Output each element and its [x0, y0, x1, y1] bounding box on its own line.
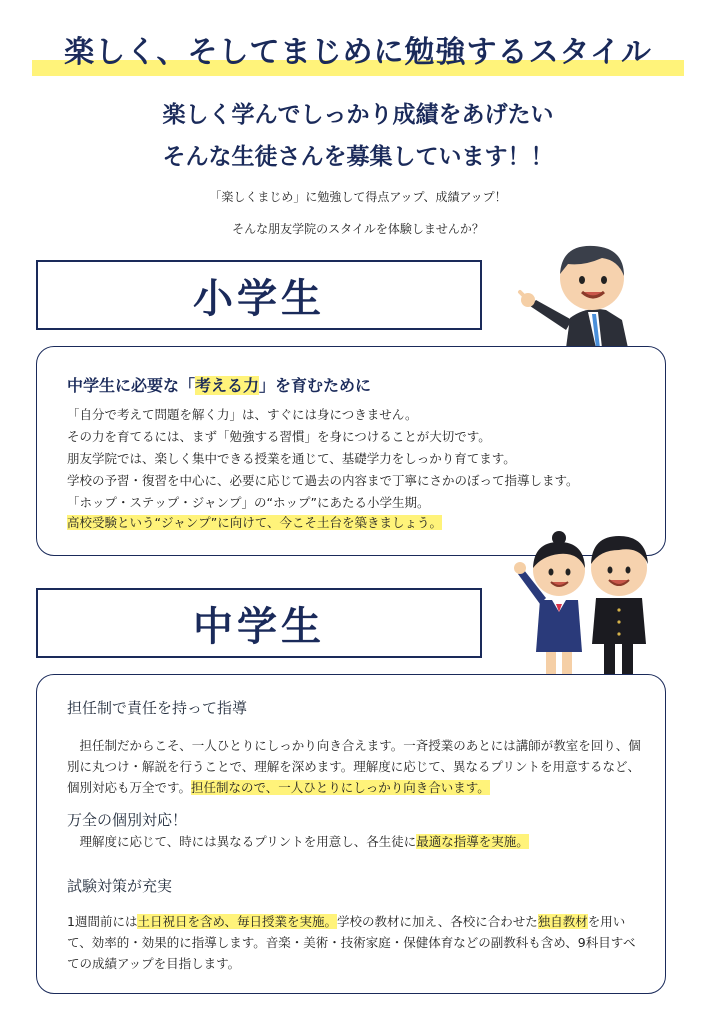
elementary-heading-post: 」を育むために: [259, 376, 372, 395]
students-character-illustration: [512, 512, 662, 692]
subtitle-line-2: そんな生徒さんを募集しています！！: [162, 144, 554, 170]
elementary-line-4: 学校の予習・復習を中心に、必要に応じて過去の内容まで丁寧にさかのぼって指導します。: [67, 473, 579, 488]
middle-section-3-highlight-a: 土日祝日を含め、毎日授業を実施。: [137, 914, 337, 929]
elementary-line-2: その力を育てるには、まず「勉強する習慣」を身につけることが大切です。: [67, 429, 491, 444]
middle-section-3-heading: 試験対策が充実: [67, 877, 173, 895]
elementary-line-3: 朋友学院では、楽しく集中できる授業を通じて、基礎学力をしっかり育てます。: [67, 451, 516, 466]
middle-section-1-body: 担任制だからこそ、一人ひとりにしっかり向き合えます。一斉授業のあとには講師が教室を回り、個別に丸つけ・解説を行うことで、理解を深めます。理解度に応じて、異なるプリントを用意するなど、個別対応も万全です。: [67, 738, 641, 795]
middle-section-2-body: 理解度に応じて、時には異なるプリントを用意し、各生徒に: [67, 834, 417, 849]
middle-section-2-heading: 万全の個別対応！: [67, 811, 188, 829]
middle-section-3-body-a: 1週間前には: [67, 914, 138, 929]
teacher-character-illustration: [506, 240, 636, 348]
elementary-heading-highlight: 考える力: [195, 376, 260, 395]
middle-label: 中学生: [36, 588, 482, 658]
elementary-label: 小学生: [36, 260, 482, 330]
intro-line-1: 「楽しくまじめ」に勉強して得点アップ、成績アップ！: [209, 190, 507, 204]
middle-section-1-highlight: 担任制なので、一人ひとりにしっかり向き合います。: [191, 780, 490, 795]
middle-section-3-highlight-b: 独自教材: [537, 914, 588, 929]
middle-card: [36, 674, 666, 994]
middle-section-3-text: [67, 911, 647, 974]
elementary-line-1: 「自分で考えて問題を解く力」は、すぐには身につきません。: [67, 407, 418, 422]
middle-section-2-text: [67, 831, 647, 852]
middle-section-1-heading: 担任制で責任を持って指導: [67, 699, 248, 717]
elementary-highlight-line: 高校受験という“ジャンプ”に向けて、今こそ土台を築きましょう。: [67, 515, 442, 530]
elementary-heading: [67, 373, 371, 396]
intro-line-2: そんな朋友学院のスタイルを体験しませんか？: [232, 222, 484, 236]
title-block: [28, 30, 688, 80]
middle-section-1-text: [67, 735, 647, 798]
elementary-line-5: 「ホップ・ステップ・ジャンプ」の“ホップ”にあたる小学生期。: [67, 495, 430, 510]
middle-section-2-highlight: 最適な指導を実施。: [416, 834, 529, 849]
page-title: 楽しく、そしてまじめに勉強するスタイル: [64, 35, 652, 70]
elementary-heading-pre: 中学生に必要な「: [67, 376, 196, 395]
subtitle-line-1: 楽しく学んでしっかり成績をあげたい: [162, 102, 554, 128]
middle-section-3-body-c: を用いて、効率的・効果的に指導します。音楽・美術・技術家庭・保健体育などの副教科も含め、9科目すべての成績アップを目指します。: [67, 914, 636, 971]
middle-section-3-body-b: 学校の教材に加え、各校に合わせた: [336, 914, 538, 929]
